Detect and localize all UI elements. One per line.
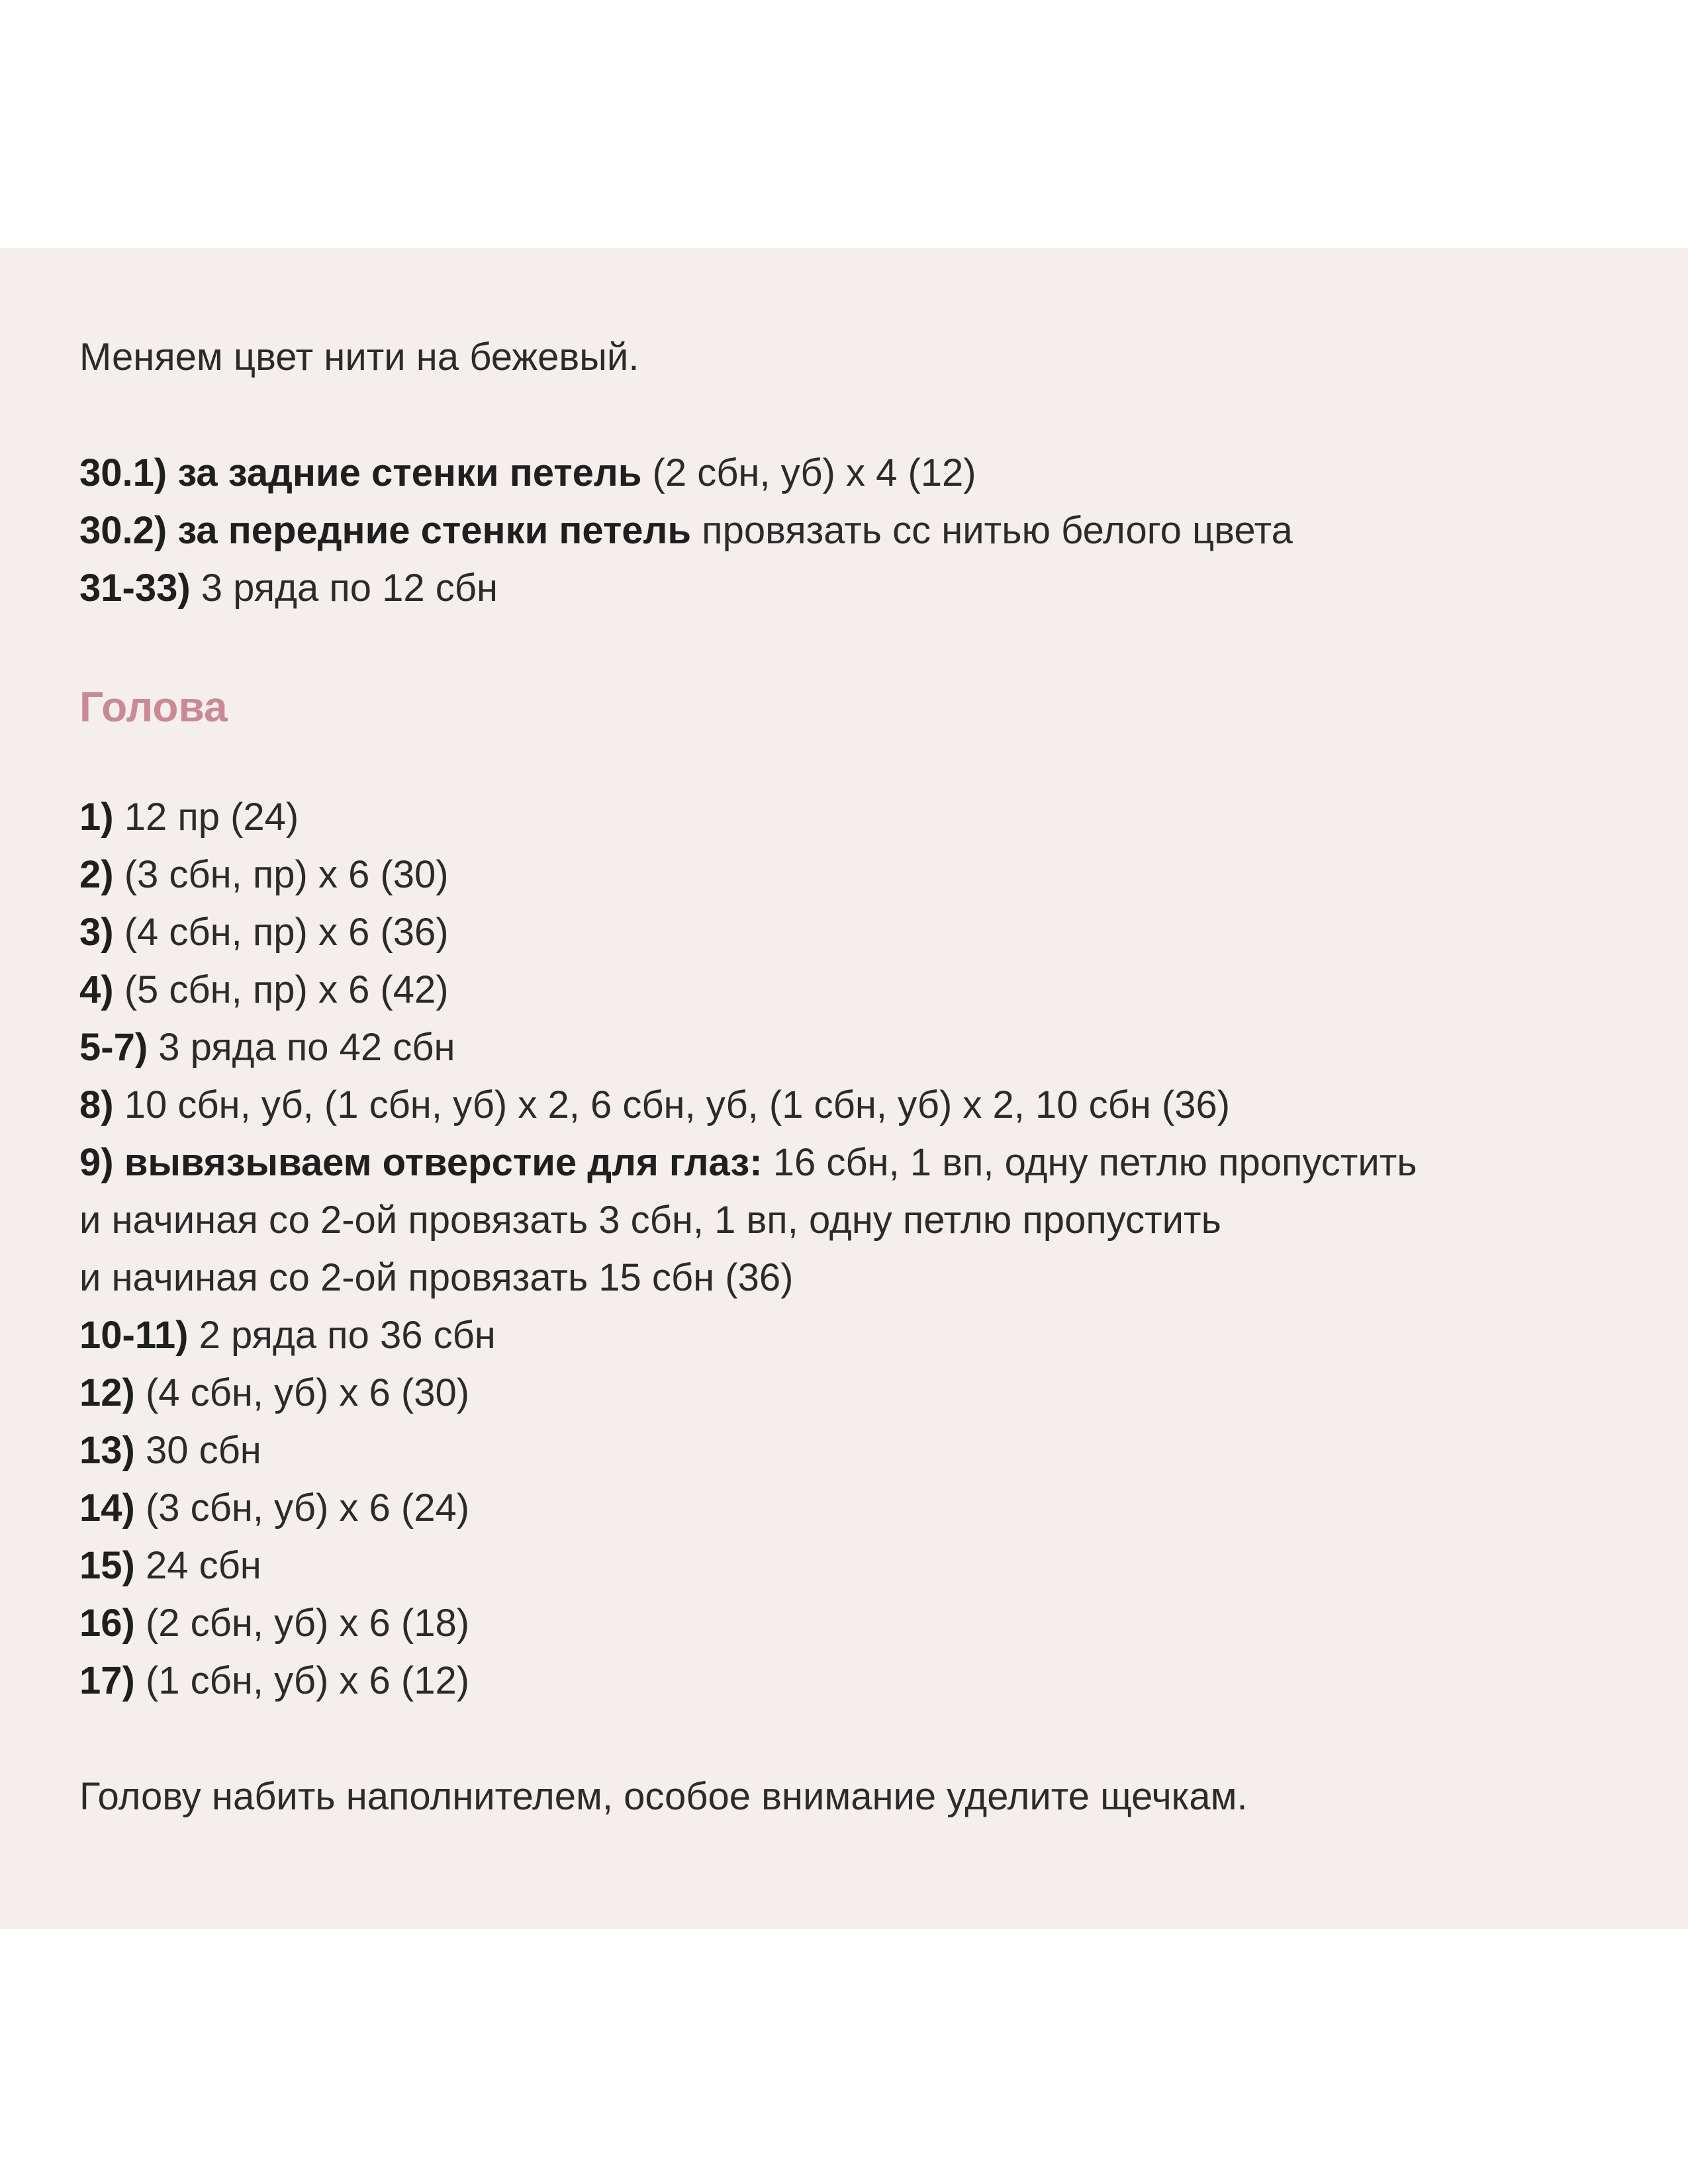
step-text: 16 сбн, 1 вп, одну петлю пропустить xyxy=(762,1141,1417,1184)
step-line xyxy=(79,565,498,612)
step-text: (3 сбн, уб) х 6 (24) xyxy=(134,1486,470,1529)
step-line xyxy=(79,852,449,898)
step-line xyxy=(79,1428,261,1474)
step-line xyxy=(79,909,449,956)
step-text: (1 сбн, уб) х 6 (12) xyxy=(134,1659,470,1702)
step-label: 2) xyxy=(79,853,114,896)
step-label: 12) xyxy=(79,1371,135,1414)
step-text: 24 сбн xyxy=(134,1544,261,1587)
step-line xyxy=(79,450,976,496)
step-line xyxy=(79,1485,469,1531)
step-label: 17) xyxy=(79,1659,135,1702)
step-label: 31-33) xyxy=(79,567,191,610)
step-label: 15) xyxy=(79,1544,135,1587)
step-line xyxy=(79,1600,469,1647)
step-line xyxy=(79,1082,1230,1128)
step-text: 12 пр (24) xyxy=(113,796,299,839)
step-line xyxy=(79,1312,496,1359)
step-label: 4) xyxy=(79,968,114,1011)
step-text: провязать сс нитью белого цвета xyxy=(691,509,1293,552)
step-text: 3 ряда по 12 сбн xyxy=(190,567,498,610)
step-line xyxy=(79,794,299,841)
step-line xyxy=(79,967,449,1013)
step-text: и начиная со 2-ой провязать 15 сбн (36) xyxy=(79,1256,794,1299)
step-text: (4 сбн, пр) х 6 (36) xyxy=(113,911,449,954)
step-label: 1) xyxy=(79,796,114,839)
step-text: 3 ряда по 42 сбн xyxy=(148,1026,455,1069)
step-label: 3) xyxy=(79,911,114,954)
step-line xyxy=(79,1543,261,1589)
step-text: (2 сбн, уб) х 4 (12) xyxy=(641,451,976,494)
step-label: 10-11) xyxy=(79,1314,189,1357)
step-text: 2 ряда по 36 сбн xyxy=(188,1314,496,1357)
step-text: (4 сбн, уб) х 6 (30) xyxy=(134,1371,470,1414)
step-line xyxy=(79,1658,469,1704)
step-text: (5 сбн, пр) х 6 (42) xyxy=(113,968,449,1011)
step-line xyxy=(79,508,1293,554)
step-bold-text: за задние стенки петель xyxy=(167,451,642,494)
step-line xyxy=(79,1024,455,1071)
step-text: и начиная со 2-ой провязать 3 сбн, 1 вп, одну петлю пропустить xyxy=(79,1199,1221,1242)
step-bold-text: вывязываем отверстие для глаз: xyxy=(113,1141,763,1184)
outro-text: Голову набить наполнителем, особое внимание уделите щечкам. xyxy=(79,1775,1248,1818)
step-text: 30 сбн xyxy=(134,1429,261,1472)
step-label: 9) xyxy=(79,1141,114,1184)
step-line xyxy=(79,1255,793,1301)
step-label: 5-7) xyxy=(79,1026,148,1069)
section-title: Голова xyxy=(79,683,228,731)
step-label: 30.2) xyxy=(79,509,167,552)
intro-text: Меняем цвет нити на бежевый. xyxy=(79,336,639,379)
step-text: 10 сбн, уб, (1 сбн, уб) х 2, 6 сбн, уб, (1 сбн, уб) х 2, 10 сбн (36) xyxy=(113,1083,1231,1126)
step-label: 8) xyxy=(79,1083,114,1126)
step-line xyxy=(79,1140,1417,1186)
step-line xyxy=(79,1370,469,1416)
step-label: 14) xyxy=(79,1486,135,1529)
content-panel xyxy=(0,248,1688,1929)
step-text: (3 сбн, пр) х 6 (30) xyxy=(113,853,449,896)
step-bold-text: за передние стенки петель xyxy=(167,509,692,552)
step-label: 16) xyxy=(79,1602,135,1645)
step-label: 13) xyxy=(79,1429,135,1472)
step-text: (2 сбн, уб) х 6 (18) xyxy=(134,1602,470,1645)
step-label: 30.1) xyxy=(79,451,167,494)
step-line xyxy=(79,1197,1221,1244)
